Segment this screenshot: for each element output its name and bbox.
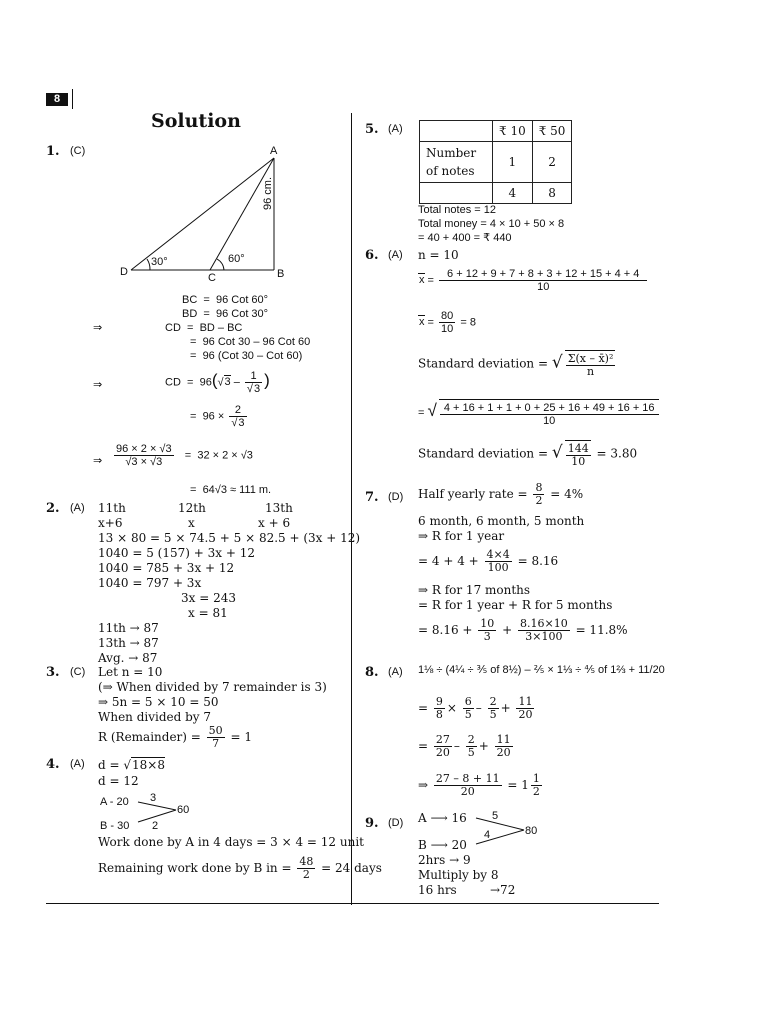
q6-mean-row: x = $\frac{6 + 12 + 9 + 7 + 8 + 3 + 12 + 15 + 4 + 4}{10}$ [418,268,649,293]
q8-answer: (A) [388,666,403,678]
q7-line-6: = R for 1 year + R for 5 months [418,598,613,612]
q1-row-4: = 96 Cot 30 – 96 Cot 60 [190,336,311,348]
q2-line-3: 1040 = 785 + 3x + 12 [98,561,235,575]
q5-table-empty-cell [420,121,493,142]
q2-answer: (A) [70,502,85,514]
q4-sixty: 60 [177,804,190,816]
q5-notes-table [419,120,572,204]
q9-four: 4 [484,829,491,841]
q4-two: 2 [152,820,159,832]
q2-result-2: 13th → 87 [98,636,159,650]
q3-line-2: (⇒ When divided by 7 remainder is 3) [98,680,327,694]
q2-result-3: Avg. → 87 [98,651,158,665]
q1-cd-arrow: ⇒ [93,379,103,391]
q6-number: 6. [365,248,379,263]
q5-table-header-10: ₹ 10 [493,121,533,142]
q5-line-3: = 40 + 400 = ₹ 440 [418,232,512,244]
q1-row-frac: = 96 × $\frac{2}{√3}$ [190,404,245,429]
q5-table-cell: 4 [493,183,533,204]
q4-d-sqrt: d = √18×8 [98,758,165,772]
q8-line-2: = $\frac{9}{8}$ × $\frac{6}{5}$ – $\frac{2}{5}$ + $\frac{11}{20}$ [418,695,533,721]
q9-number: 9. [365,816,379,831]
q1-r4-row: = 64√3 ≈ 111 m. [190,484,272,496]
q7-line-2: 6 month, 6 month, 5 month [418,514,585,528]
q4-three: 3 [150,792,157,804]
page-number-badge [46,93,68,106]
page-number: 8 [53,93,61,105]
q1-cd-row: CD = 96(√3 – $\frac{1}{√3}$ ) [165,370,270,395]
q7-half-yearly: Half yearly rate = $\frac{8}{2}$ = 4% [418,481,584,507]
q8-line-4: ⇒ $\frac{27 - 8 + 11}{20}$ = 1 $\frac{1}{2}$ [418,772,540,798]
q1-label-D: D [120,266,128,278]
q2-line-5: 3x = 243 [181,591,236,605]
q2-val-12th: x [188,516,195,530]
q9-answer: (D) [388,817,404,829]
q5-table-cell: 1 [493,142,533,183]
q6-sd-expanded: = √ $\frac{4 + 16 + 1 + 1 + 0 + 25 + 16 + 49 + 16 + 16}{10}$ [418,399,661,427]
q9-line-2: Multiply by 8 [418,868,499,882]
page-title: Solution [151,110,241,132]
q4-b-label: B - 30 [100,820,130,832]
q5-number: 5. [365,122,379,137]
q9-eighty: 80 [525,825,538,837]
q5-table-row-label: Number of notes [420,142,493,183]
q7-line-7: = 8.16 + $\frac{10}{3}$ + $\frac{8.16\times 10}{3\times 100}$ = 11.8% [418,617,628,643]
q6-sd-row: Standard deviation = √ $\frac{\text{Σ(x – x̄)²}}{n}$ [418,352,614,378]
q8-expression: 1⅛ ÷ (4¼ ÷ ⅗ of 8½) – ⅖ × 1⅓ ÷ ⅘ of 1⅔ + 11/20 [418,664,665,676]
q1-label-A: A [270,145,278,157]
q3-number: 3. [46,665,60,680]
q6-n: n = 10 [418,248,459,262]
q2-head-13th: 13th [265,501,293,515]
q1-row-2: BD = 96 Cot 30° [182,308,269,320]
q2-line-1: 13 × 80 = 5 × 74.5 + 5 × 82.5 + (3x + 12) [98,531,361,545]
q1-row-3-arrow: ⇒ [93,322,103,334]
q8-line-3: = $\frac{27}{20}$ – $\frac{2}{5}$ + $\frac{11}{20}$ [418,733,511,759]
q6-sd-result: Standard deviation = √ $\frac{144}{10}$ = 3.80 [418,442,638,468]
q1-r3-arrow: ⇒ [93,455,103,467]
q9-last-left: 16 hrs [418,883,457,897]
q3-line-1: Let n = 10 [98,665,163,679]
q2-head-11th: 11th [98,501,126,515]
q3-answer: (C) [70,666,86,678]
q1-r3-row: $\frac{96 \times 2 \times √3}{√3 \times √3}$ = 32 × 2 × √3 [116,443,253,468]
q4-answer: (A) [70,758,85,770]
q7-answer: (D) [388,491,404,503]
q5-table-cell: 8 [532,183,572,204]
q7-number: 7. [365,490,379,505]
q2-line-2: 1040 = 5 (157) + 3x + 12 [98,546,255,560]
q1-number: 1. [46,144,60,159]
q7-line-5: ⇒ R for 17 months [418,583,531,597]
column-divider [351,113,352,905]
q4-lcm-arrows [136,796,178,828]
q9-lcm-arrows [474,814,526,848]
q4-a-label: A - 20 [100,796,129,808]
q3-line-4: When divided by 7 [98,710,212,724]
q1-answer: (C) [70,145,86,157]
q6-mean-result: x = $\frac{80}{10}$ = 8 [419,310,476,335]
q4-number: 4. [46,757,60,772]
q1-row-3: CD = BD – BC [165,322,243,334]
q3-line-3: ⇒ 5n = 5 × 10 = 50 [98,695,219,709]
q7-line-3: ⇒ R for 1 year [418,529,505,543]
q1-row-5: = 96 (Cot 30 – Cot 60) [190,350,303,362]
q1-label-C: C [208,272,216,284]
q2-head-12th: 12th [178,501,206,515]
q5-table-cell: 2 [532,142,572,183]
q4-work: Work done by A in 4 days = 3 × 4 = 12 unit [98,835,364,849]
q1-angle-30: 30° [151,256,168,268]
q2-val-11th: x+6 [98,516,123,530]
header-rule [72,89,73,109]
q5-answer: (A) [388,123,403,135]
q9-a-label: A ⟶ 16 [418,811,467,825]
q8-number: 8. [365,665,379,680]
q1-row-1: BC = 96 Cot 60° [182,294,269,306]
q7-line-4: = 4 + 4 + $\frac{4\times 4}{100}$ = 8.16 [418,548,559,574]
q2-line-4: 1040 = 797 + 3x [98,576,202,590]
q1-height-label: 96 cm. [262,176,274,210]
q1-label-B: B [277,268,285,280]
q5-line-1: Total notes = 12 [418,204,496,216]
q3-remainder: R (Remainder) = $\frac{50}{7}$ = 1 [98,724,253,750]
q9-line-1: 2hrs → 9 [418,853,471,867]
q9-b-label: B ⟶ 20 [418,838,467,852]
q2-number: 2. [46,501,60,516]
q9-last-right: →72 [490,883,516,897]
q4-remaining: Remaining work done by B in = $\frac{48}{2}$ = 24 days [98,855,382,881]
q2-line-6: x = 81 [188,606,228,620]
q6-answer: (A) [388,249,403,261]
footer-rule [46,903,659,904]
q5-line-2: Total money = 4 × 10 + 50 × 8 [418,218,565,230]
q2-result-1: 11th → 87 [98,621,159,635]
q9-five: 5 [492,810,499,822]
q5-table-header-50: ₹ 50 [532,121,572,142]
q4-d-value: d = 12 [98,774,139,788]
q2-val-13th: x + 6 [258,516,291,530]
q1-angle-60: 60° [228,253,245,265]
q5-table-empty-cell [420,183,493,204]
